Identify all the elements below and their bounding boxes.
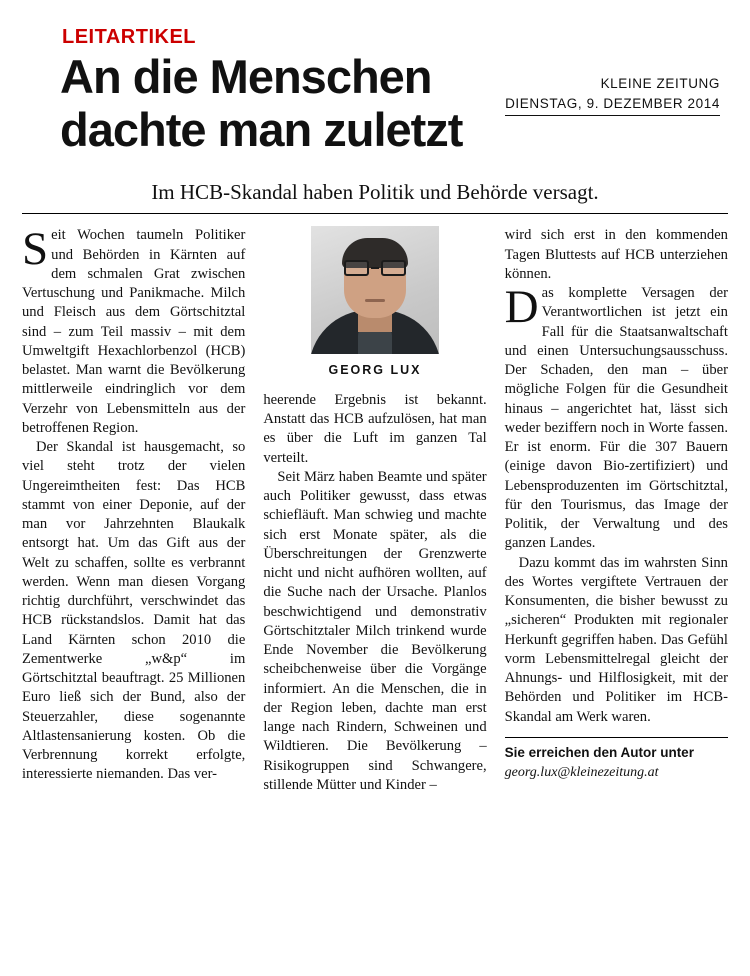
paragraph: Der Skandal ist hausgemacht, so viel steht trotz der vielen Ungereimtheiten fest: Das HCB stammt von einer Deponie, auf der man vor Jahrzehnten Blaukalk entsorgt hat. Um das Gift aus der Welt zu schaffen, sollte es verbrannt werden. Wenn man diesen Vorgang richtig durchführt, verschwindet das HCB rückstandslos. Damit hat das Land Kärnten schon 2010 die Zementwerke „w&p“ im Görtschitztal beauftragt. 25 Millionen Euro ließ sich der Bund, also der Steuerzahler, diese sogenannte Altlastensanierung kosten. Ob die Verbrennung korrekt erfolgte, interessierte niemanden. Das ver- [22,439,246,783]
paragraph: Das komplette Versagen der Verantwortlichen ist jetzt ein Fall für die Staatsanwaltschaft und einen Untersuchungsausschuss. Der Schaden, den man – über mögliche Folgen für die Gesundheit hinaus – angerichtet hat, lässt sich weder beziffern noch in Worte fassen. Er ist enorm. Für die 307 Bauern (einige davon Bio-zertifiziert) und Lebensproduzenten im Görtschitztal, für den Tourismus, das Image der Politik, der Verwaltung und des ganzen Landes. [504,281,728,552]
headline-line-1: An die Menschen [60,50,432,103]
column-2 [263,226,486,926]
contact-divider [505,737,728,738]
headline-block [22,26,728,156]
glasses-left-lens [344,260,369,276]
column-1 [22,223,246,926]
article-subhead: Im HCB-Skandal haben Politik und Behörde versagt. [151,180,599,205]
glasses-right-lens [381,260,406,276]
contact-label: Sie erreichen den Autor unter [504,744,694,760]
author-contact [505,737,728,782]
glasses-icon [344,260,406,276]
paragraph: wird sich erst in den kommenden Tagen Bluttests auf HCB unterziehen können. [504,227,728,282]
header-divider [22,213,728,214]
column-3 [505,226,728,926]
article-columns [22,223,728,926]
masthead-title: KLEINE ZEITUNG [600,76,720,91]
contact-email[interactable]: georg.lux@kleinezeitung.at [504,764,659,780]
author-photo [311,226,439,354]
headline-line-2: dachte man zuletzt [60,102,463,156]
page-title [60,51,560,156]
paragraph: Seit Wochen taumeln Politiker und Behörden in Kärnten auf dem schmalen Grat zwischen Vertuschung und Panikmache. Milch und Fleisch aus dem Görtschitztal sind – zum Teil massiv – mit dem Umweltgift Hexachlorbenzol (HCB) belastet. Man warnt die Bevölkerung mittlerweile eindringlich vor dem Verzehr von Lebensmitteln aus der betroffenen Region. [22,223,246,436]
masthead [505,74,720,116]
author-photo-caption: GEORG LUX [328,363,422,378]
paragraph: Seit März haben Beamte und später auch Politiker gewusst, dass etwas schiefläuft. Man schwieg und machte sich erst Monate später, als die Überschreitungen der Grenzwerte nicht und nicht aufhören wollten, auf die Suche nach der Ursache. Planlos beschwichtigend und demonstrativ Görtschitztaler Milch trinkend wurde Ende November die Bevölkerung scheibchenweise über die Vorgänge informiert. An die Menschen, die in der Region leben, dachte man erst lange nach Rindern, Schweinen und Wildtieren. Die Bevölkerung – Risikogruppen sind Schwangere, stillende Mütter und Kinder – [263,468,487,793]
author-photo-wrap [263,226,486,379]
paragraph: heerende Ergebnis ist bekannt. Anstatt das HCB aufzulösen, hat man es über die Luft im ganzen Tal verteilt. [263,391,487,466]
photo-mouth [365,299,385,302]
article-kicker: LEITARTIKEL [62,26,197,48]
masthead-date: DIENSTAG, 9. DEZEMBER 2014 [505,94,720,117]
glasses-bridge [371,267,379,269]
paragraph: Dazu kommt das im wahrsten Sinn des Wortes vergiftete Vertrauen der Konsumenten, die bisher bewusst zu „sicheren“ Produkten mit regionaler Herkunft gegriffen haben. Das Gefühl vorm Lebensmittelregal gleicht der Ahnungs- und Hilflosigkeit, mit der Behörden und Politiker im HCB-Skandal am Werk waren. [504,554,728,725]
